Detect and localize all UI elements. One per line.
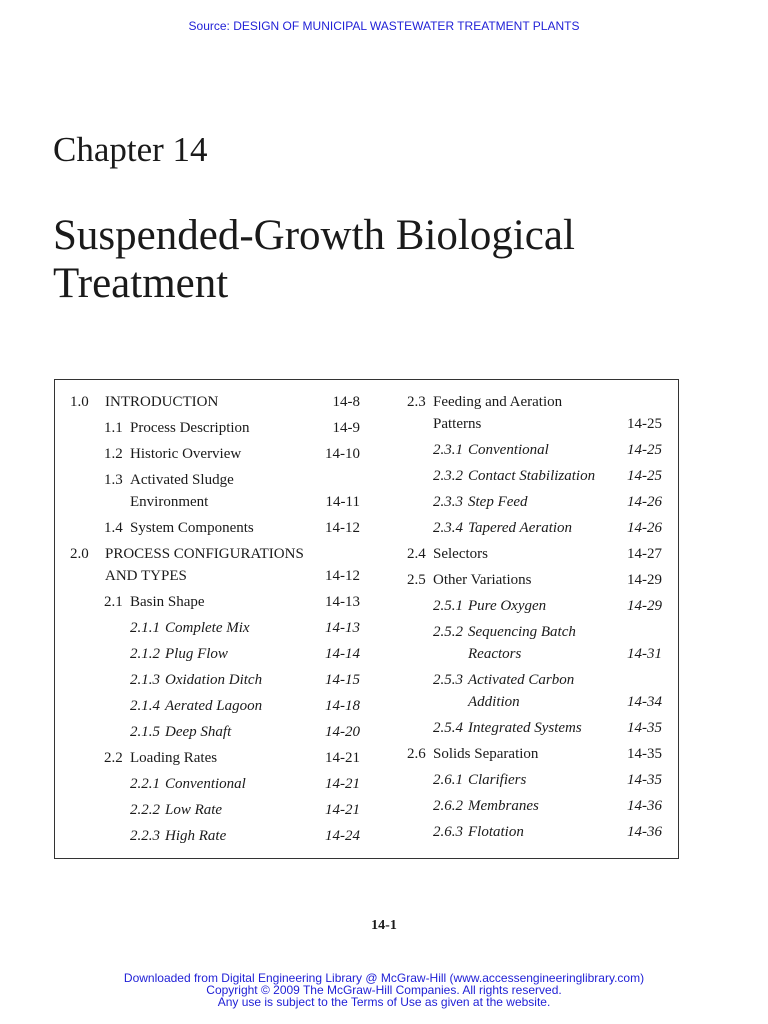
toc-entry-page: 14-18 <box>325 698 360 714</box>
toc-entry-title <box>468 769 526 791</box>
toc-entry[interactable] <box>433 465 662 487</box>
toc-entry-number: 2.1.1 <box>130 620 160 636</box>
toc-entry-title-line: Tapered Aeration <box>468 520 573 536</box>
toc-entry-page: 14-26 <box>627 494 662 510</box>
toc-entry[interactable] <box>130 773 360 795</box>
toc-entry-title-line: Other Variations <box>433 572 532 588</box>
toc-entry-title-continuation: Reactors <box>468 646 522 662</box>
footer-download-line[interactable]: Downloaded from Digital Engineering Library @ McGraw-Hill (www.accessengineeringlibrary.com) <box>123 971 645 985</box>
toc-entry-title-line: System Components <box>130 520 254 536</box>
footer-copyright-line: Copyright © 2009 The McGraw-Hill Companies. All rights reserved. <box>206 983 562 997</box>
toc-entry-page: 14-36 <box>627 798 662 814</box>
toc-entry[interactable] <box>104 591 360 613</box>
toc-entry[interactable] <box>70 543 360 587</box>
toc-entry-number: 2.6 <box>407 746 426 762</box>
toc-entry-title <box>433 543 488 565</box>
toc-entry-title <box>433 569 531 591</box>
toc-entry[interactable] <box>104 517 360 539</box>
toc-entry-title <box>165 643 228 665</box>
toc-entry-title-line: Activated Sludge <box>130 472 234 488</box>
toc-entry[interactable] <box>407 543 662 565</box>
toc-entry-title-line: Aerated Lagoon <box>165 698 263 714</box>
toc-entry-title-line: Process Description <box>130 420 250 436</box>
toc-entry-title <box>130 417 250 439</box>
toc-entry-title-line: Selectors <box>433 546 488 562</box>
toc-entry-title <box>130 747 217 769</box>
toc-entry[interactable] <box>130 669 360 691</box>
toc-entry[interactable] <box>104 747 360 769</box>
toc-entry-title-line: Loading Rates <box>130 750 218 766</box>
toc-entry-title <box>165 799 222 821</box>
toc-entry-number: 2.2 <box>104 750 123 766</box>
toc-entry[interactable] <box>70 391 360 413</box>
toc-entry-page: 14-35 <box>627 746 662 762</box>
toc-entry-title <box>468 517 572 539</box>
toc-entry[interactable] <box>130 695 360 717</box>
toc-entry-number: 2.1 <box>104 594 123 610</box>
toc-entry-title-line: High Rate <box>165 828 227 844</box>
toc-entry[interactable] <box>433 621 662 665</box>
toc-entry-page: 14-20 <box>325 724 360 740</box>
toc-entry-page: 14-8 <box>332 394 360 410</box>
toc-entry-number: 2.1.4 <box>130 698 160 714</box>
toc-entry-number: 2.2.3 <box>130 828 160 844</box>
toc-entry[interactable] <box>130 643 360 665</box>
toc-entry-title-continuation: AND TYPES <box>105 568 187 584</box>
toc-entry-title-line: Integrated Systems <box>468 720 582 736</box>
toc-entry-title-line: Membranes <box>468 798 539 814</box>
toc-entry-title-line: Low Rate <box>165 802 223 818</box>
toc-entry[interactable] <box>433 769 662 791</box>
toc-entry-title-line: Historic Overview <box>130 446 242 462</box>
toc-entry[interactable] <box>433 491 662 513</box>
toc-entry-page: 14-13 <box>325 620 360 636</box>
toc-entry-number: 1.3 <box>104 472 123 488</box>
toc-entry-page: 14-15 <box>325 672 360 688</box>
toc-entry-number: 2.3.3 <box>433 494 463 510</box>
toc-entry[interactable] <box>433 821 662 843</box>
toc-entry[interactable] <box>104 469 360 513</box>
toc-entry-page: 14-35 <box>627 772 662 788</box>
toc-entry-title <box>130 443 241 465</box>
toc-entry-page: 14-27 <box>627 546 662 562</box>
toc-entry-page: 14-25 <box>627 416 662 432</box>
toc-entry-title-line: Oxidation Ditch <box>165 672 263 688</box>
toc-entry[interactable] <box>104 443 360 465</box>
toc-entry[interactable] <box>407 391 662 435</box>
toc-entry-page: 14-34 <box>627 694 662 710</box>
toc-entry-page: 14-14 <box>325 646 360 662</box>
toc-entry-title-continuation: Patterns <box>433 416 482 432</box>
toc-entry-page: 14-25 <box>627 468 662 484</box>
toc-entry[interactable] <box>130 617 360 639</box>
toc-entry-number: 2.5.3 <box>433 672 463 688</box>
toc-entry-number: 2.1.2 <box>130 646 160 662</box>
toc-entry-number: 2.3.2 <box>433 468 463 484</box>
toc-entry-title <box>468 669 574 713</box>
toc-entry-title <box>468 465 595 487</box>
toc-entry-number: 2.6.1 <box>433 772 463 788</box>
footer <box>0 972 768 1008</box>
toc-entry-number: 2.6.3 <box>433 824 463 840</box>
toc-entry-page: 14-35 <box>627 720 662 736</box>
toc-entry-number: 2.6.2 <box>433 798 463 814</box>
toc-entry[interactable] <box>407 569 662 591</box>
toc-entry-title <box>468 621 576 665</box>
toc-entry-page: 14-11 <box>325 494 360 510</box>
toc-entry-page: 14-36 <box>627 824 662 840</box>
toc-entry-page: 14-9 <box>332 420 360 436</box>
toc-entry[interactable] <box>407 743 662 765</box>
chapter-title-line-1: Suspended-Growth Biological <box>53 212 575 259</box>
toc-entry-title-line: Feeding and Aeration <box>433 394 563 410</box>
toc-entry[interactable] <box>104 417 360 439</box>
toc-entry-number: 2.3.1 <box>433 442 463 458</box>
chapter-label: Chapter 14 <box>53 130 208 169</box>
toc-entry-title-line: Complete Mix <box>165 620 250 636</box>
toc-entry[interactable] <box>130 799 360 821</box>
toc-entry[interactable] <box>433 669 662 713</box>
toc-entry-page: 14-29 <box>627 572 662 588</box>
toc-entry-title-continuation: Addition <box>468 694 520 710</box>
toc-entry-title-line: Plug Flow <box>165 646 228 662</box>
toc-entry-page: 14-13 <box>325 594 360 610</box>
toc-entry-title <box>165 669 262 691</box>
toc-entry-title-line: Flotation <box>468 824 524 840</box>
source-line[interactable]: Source: DESIGN OF MUNICIPAL WASTEWATER TREATMENT PLANTS <box>188 19 580 33</box>
toc-entry-page: 14-24 <box>325 828 360 844</box>
toc-entry[interactable] <box>130 721 360 743</box>
toc-entry[interactable] <box>130 825 360 847</box>
toc-entry-number: 2.5.1 <box>433 598 463 614</box>
toc-entry-number: 2.2.2 <box>130 802 160 818</box>
toc-entry-title <box>468 717 582 739</box>
toc-entry-page: 14-21 <box>325 750 360 766</box>
toc-entry-number: 2.1.3 <box>130 672 160 688</box>
toc-entry-title-line: Activated Carbon <box>468 672 575 688</box>
toc-entry-title <box>468 595 546 617</box>
toc-entry[interactable] <box>433 517 662 539</box>
toc-entry-page: 14-21 <box>325 802 360 818</box>
toc-entry-title-line: Clarifiers <box>468 772 527 788</box>
toc-entry-number: 2.4 <box>407 546 426 562</box>
toc-entry-title <box>105 391 218 413</box>
toc-entry-title-line: Basin Shape <box>130 594 205 610</box>
toc-entry[interactable] <box>433 795 662 817</box>
table-of-contents <box>54 379 679 859</box>
toc-entry-page: 14-21 <box>325 776 360 792</box>
toc-entry-number: 2.3.4 <box>433 520 463 536</box>
toc-entry-number: 2.3 <box>407 394 426 410</box>
toc-entry-number: 2.2.1 <box>130 776 160 792</box>
toc-entry[interactable] <box>433 717 662 739</box>
toc-entry-title <box>130 517 254 539</box>
toc-entry-title <box>130 469 234 513</box>
toc-entry-title <box>468 491 528 513</box>
toc-entry-number: 2.0 <box>70 546 89 562</box>
footer-terms-line[interactable]: Any use is subject to the Terms of Use as given at the website. <box>217 995 551 1009</box>
toc-entry-number: 2.5 <box>407 572 426 588</box>
toc-entry-number: 1.2 <box>104 446 123 462</box>
toc-entry[interactable] <box>433 439 662 461</box>
toc-entry-page: 14-25 <box>627 442 662 458</box>
toc-entry-title-line: Conventional <box>165 776 246 792</box>
toc-entry-title <box>468 439 549 461</box>
toc-entry-title-line: Solids Separation <box>433 746 539 762</box>
toc-entry-title <box>165 695 262 717</box>
toc-entry-title-line: INTRODUCTION <box>105 394 219 410</box>
toc-entry-title <box>165 773 246 795</box>
toc-entry-title <box>468 795 539 817</box>
toc-entry-number: 1.1 <box>104 420 123 436</box>
toc-entry-title <box>433 743 538 765</box>
toc-entry-title-line: Conventional <box>468 442 549 458</box>
toc-entry-page: 14-12 <box>325 520 360 536</box>
toc-entry-number: 2.5.2 <box>433 624 463 640</box>
toc-entry-title <box>165 825 226 847</box>
toc-entry-title <box>433 391 562 435</box>
toc-entry-title-line: Step Feed <box>468 494 528 510</box>
toc-entry-title-line: Sequencing Batch <box>468 624 576 640</box>
toc-entry-page: 14-29 <box>627 598 662 614</box>
toc-entry-title-line: Contact Stabilization <box>468 468 596 484</box>
toc-entry-title <box>468 821 524 843</box>
toc-entry-title-line: Deep Shaft <box>165 724 232 740</box>
toc-entry-number: 2.1.5 <box>130 724 160 740</box>
chapter-title <box>53 212 713 308</box>
toc-entry-title-line: Pure Oxygen <box>468 598 547 614</box>
toc-entry-title-continuation: Environment <box>130 494 209 510</box>
toc-entry-page: 14-10 <box>325 446 360 462</box>
toc-entry-number: 1.0 <box>70 394 89 410</box>
chapter-title-line-2: Treatment <box>53 260 229 307</box>
page-number: 14-1 <box>371 918 397 933</box>
toc-entry-title <box>165 721 231 743</box>
toc-entry-page: 14-12 <box>325 568 360 584</box>
toc-entry[interactable] <box>433 595 662 617</box>
toc-entry-title <box>105 543 304 587</box>
toc-entry-title <box>165 617 250 639</box>
toc-entry-title <box>130 591 205 613</box>
toc-entry-page: 14-31 <box>627 646 662 662</box>
toc-entry-page: 14-26 <box>627 520 662 536</box>
toc-entry-number: 1.4 <box>104 520 123 536</box>
toc-entry-title-line: PROCESS CONFIGURATIONS <box>105 546 304 562</box>
toc-entry-number: 2.5.4 <box>433 720 463 736</box>
